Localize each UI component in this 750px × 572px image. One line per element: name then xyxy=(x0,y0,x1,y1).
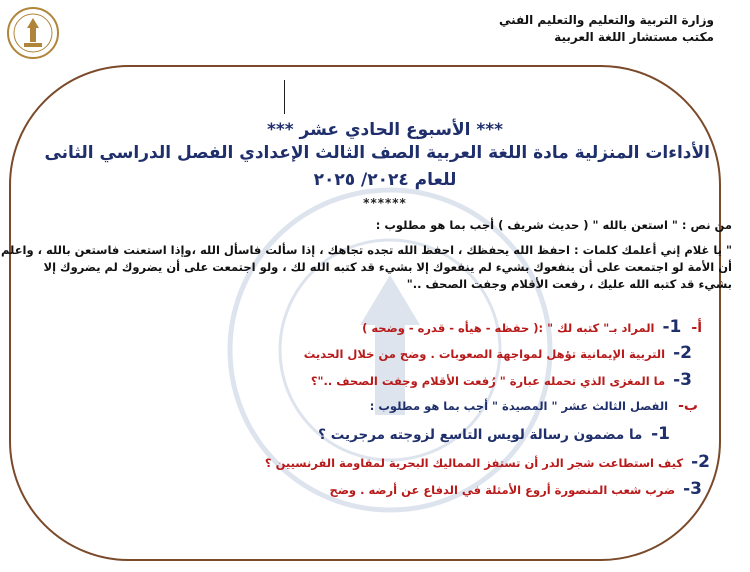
section-b-intro xyxy=(370,398,698,414)
section-a-question-1 xyxy=(362,317,702,337)
section-b-label: ب- xyxy=(678,398,698,414)
title-separator: ****** xyxy=(363,196,407,210)
section-b-intro-text: الفصل الثالث عشر " المصيدة " أجب بما هو مطلوب : xyxy=(369,399,669,413)
question-text: كيف استطاعت شجر الدر أن تستفز المماليك البحرية لمقاومة الفرنسيين ؟ xyxy=(264,456,684,470)
question-text: المراد بـ" كتبه لك " :( حفظه - هيأه - قدره - وضحه ) xyxy=(362,321,655,335)
ministry-seal-logo xyxy=(6,6,60,60)
text-cursor xyxy=(284,80,285,114)
question-text: ما مضمون رسالة لويس التاسع لزوجته مرجريت ؟ xyxy=(318,427,643,443)
section-a-question-2 xyxy=(304,343,692,363)
ministry-header xyxy=(414,12,714,46)
question-text: التربية الإيمانية تؤهل لمواجهة الصعوبات . وضح من خلال الحديث xyxy=(303,347,666,361)
academic-year: للعام ٢٠٢٤/ ٢٠٢٥ xyxy=(313,170,457,190)
question-number: 3- xyxy=(673,370,692,390)
question-text: ضرب شعب المنصورة أروع الأمثلة في الدفاع عن أرضه . وضح xyxy=(329,483,676,497)
question-number: 2- xyxy=(673,343,692,363)
section-b-question-1 xyxy=(318,424,670,444)
passage-intro: من نص : " استعن بالله " ( حديث شريف ) أجب بما هو مطلوب : xyxy=(375,218,732,232)
section-b-question-2 xyxy=(265,452,710,472)
question-number: 3- xyxy=(683,479,702,499)
passage-line: بشيء قد كتبه الله عليك ، رفعت الأقلام وجفت الصحف .." xyxy=(406,277,732,291)
passage-line: أن الأمة لو اجتمعت على أن ينفعوك بشيء لم ينفعوك إلا بشيء قد كتبه الله لك ، ولو اجتمعت على أن يضروك لم يضروك إلا xyxy=(43,260,732,274)
passage-line: " يا غلام إني أعلمك كلمات : احفظ الله يحفظك ، احفظ الله تجده تجاهك ، إذا سألت فاسأل الله ،وإذا استعنت فاستعن بالله ، واعلم xyxy=(0,243,732,257)
week-title: *** الأسبوع الحادي عشر *** xyxy=(266,120,504,140)
question-number: 1- xyxy=(651,424,670,444)
ministry-name: وزارة التربية والتعليم والتعليم الفني xyxy=(498,13,714,27)
office-name: مكتب مستشار اللغة العربية xyxy=(554,30,714,44)
section-a-label: أ- xyxy=(691,320,702,336)
question-text: ما المغزى الذي تحمله عبارة " رُفعت الأقلام وجفت الصحف .."؟ xyxy=(310,374,666,388)
question-number: 2- xyxy=(691,452,710,472)
section-a-question-3 xyxy=(311,370,692,390)
section-b-question-3 xyxy=(330,479,702,499)
hadith-passage xyxy=(0,242,732,293)
assignment-title: الأداءات المنزلية مادة اللغة العربية الصف الثالث الإعدادي الفصل الدراسي الثانى xyxy=(44,143,710,163)
question-number: 1- xyxy=(662,317,682,337)
